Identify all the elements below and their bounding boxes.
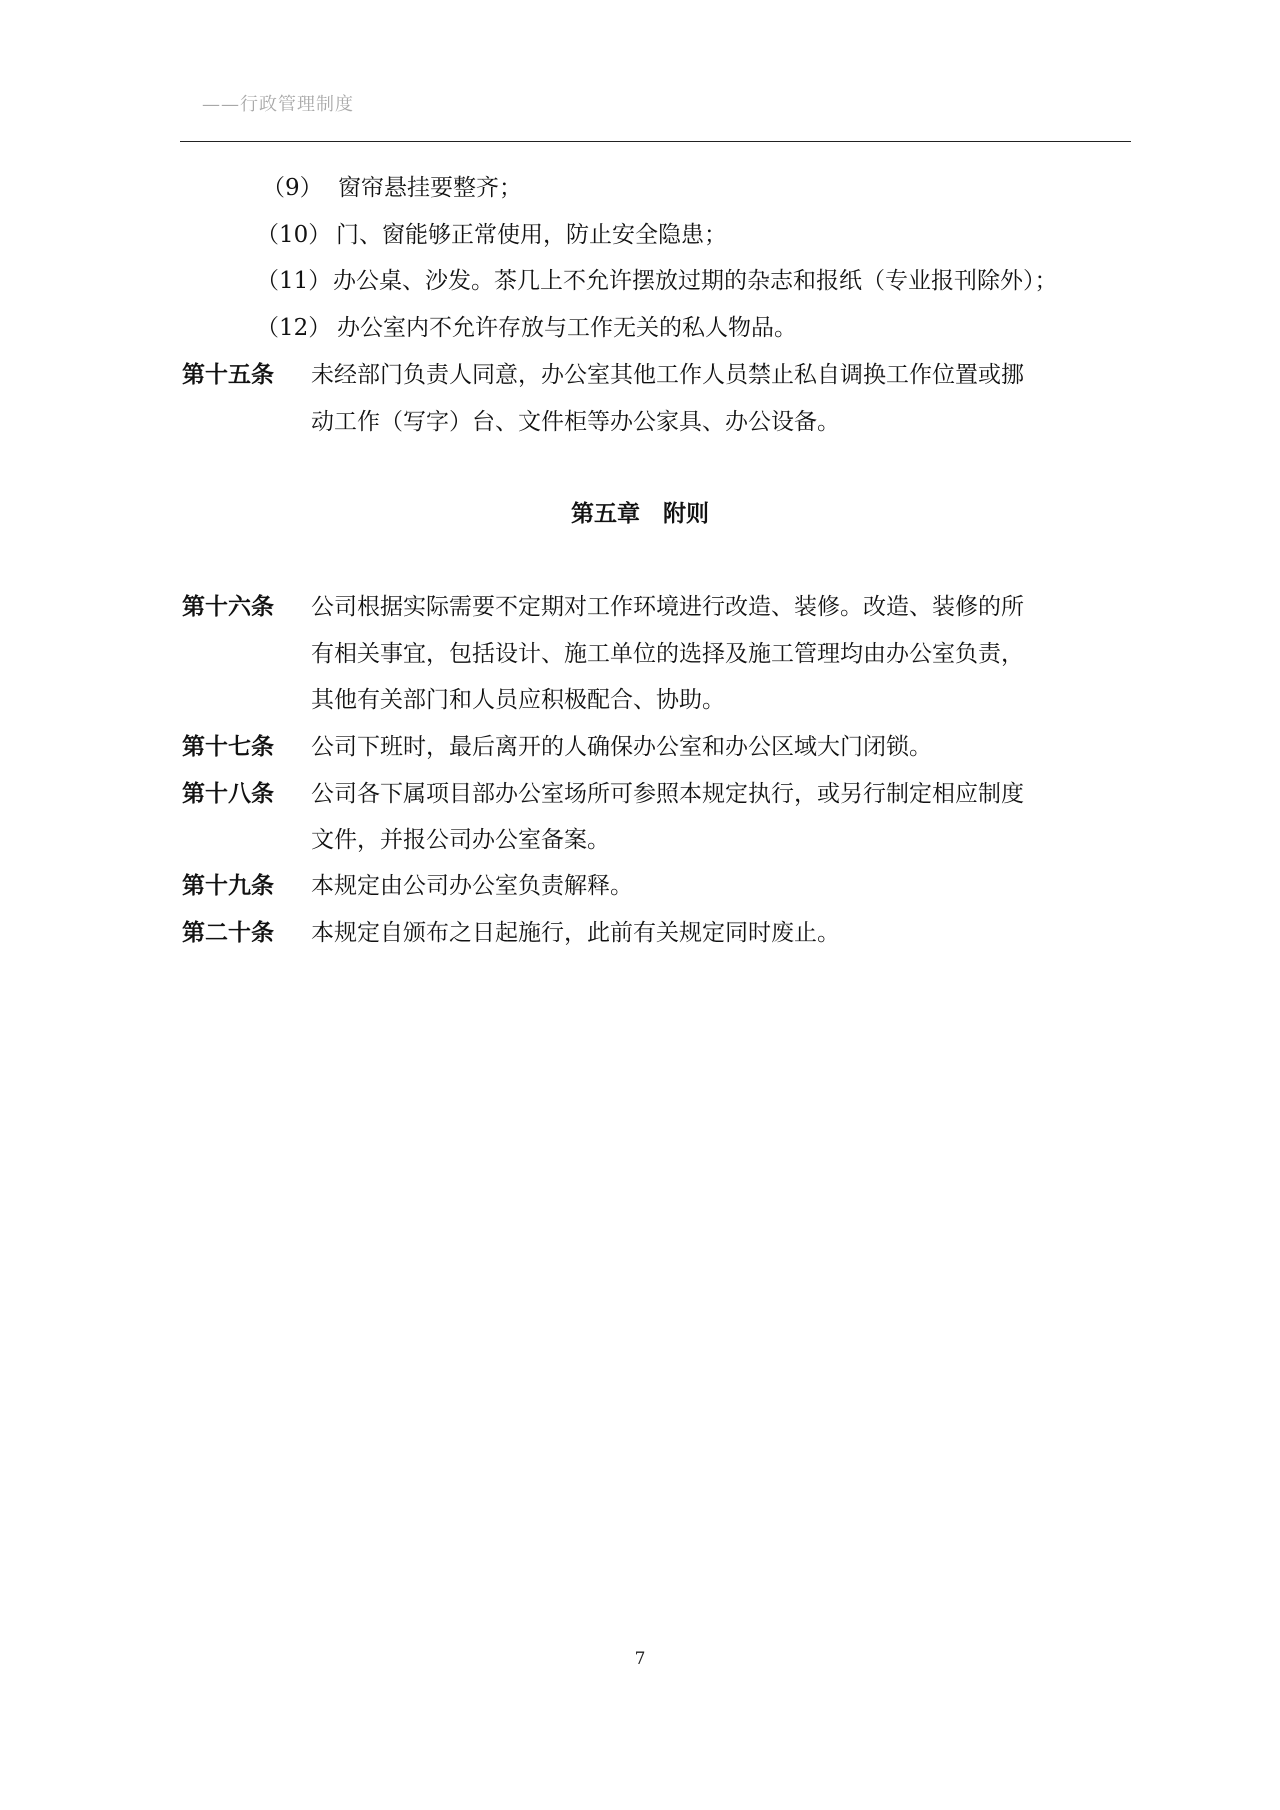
article-19-label: 第十九条	[182, 872, 274, 899]
chapter-title: 第五章 附则	[571, 500, 709, 527]
list-item	[256, 218, 727, 252]
list-item	[256, 311, 797, 345]
page-number: 7	[634, 1649, 646, 1669]
article-17-label: 第十七条	[182, 733, 274, 760]
article-19-text: 本规定由公司办公室负责解释。	[311, 873, 633, 899]
list-item-text: 窗帘悬挂要整齐；	[338, 175, 522, 201]
list-item-text: 办公室内不允许存放与工作无关的私人物品。	[337, 315, 797, 341]
article-16-text: 有相关事宜，包括设计、施工单位的选择及施工管理均由办公室负责，	[311, 641, 1024, 667]
list-item-number: （12）	[256, 315, 332, 341]
article-15-text: 动工作（写字）台、文件柜等办公家具、办公设备。	[311, 409, 840, 435]
list-item-text: 办公桌、沙发。茶几上不允许摆放过期的杂志和报纸（专业报刊除外）；	[333, 268, 1058, 294]
article-18-text: 公司各下属项目部办公室场所可参照本规定执行，或另行制定相应制度	[311, 781, 1024, 807]
list-item-number: （11）	[256, 268, 332, 294]
list-item	[262, 171, 522, 205]
article-20-label: 第二十条	[182, 919, 274, 946]
article-16-text: 其他有关部门和人员应积极配合、协助。	[311, 687, 725, 713]
article-18-text: 文件，并报公司办公室备案。	[311, 827, 610, 853]
article-16-label: 第十六条	[182, 593, 274, 620]
article-15-label: 第十五条	[182, 361, 274, 388]
running-header: ——行政管理制度	[202, 94, 354, 115]
article-17-text: 公司下班时，最后离开的人确保办公室和办公区域大门闭锁。	[311, 734, 932, 760]
article-20-text: 本规定自颁布之日起施行，此前有关规定同时废止。	[311, 920, 840, 946]
list-item	[256, 264, 1058, 298]
article-15-text: 未经部门负责人同意，办公室其他工作人员禁止私自调换工作位置或挪	[311, 362, 1024, 388]
article-16-text: 公司根据实际需要不定期对工作环境进行改造、装修。改造、装修的所	[311, 594, 1024, 620]
article-18-label: 第十八条	[182, 780, 274, 807]
list-item-number: （10）	[256, 222, 332, 248]
list-item-number: （9）	[262, 175, 323, 201]
list-item-text: 门、窗能够正常使用，防止安全隐患；	[336, 222, 727, 248]
